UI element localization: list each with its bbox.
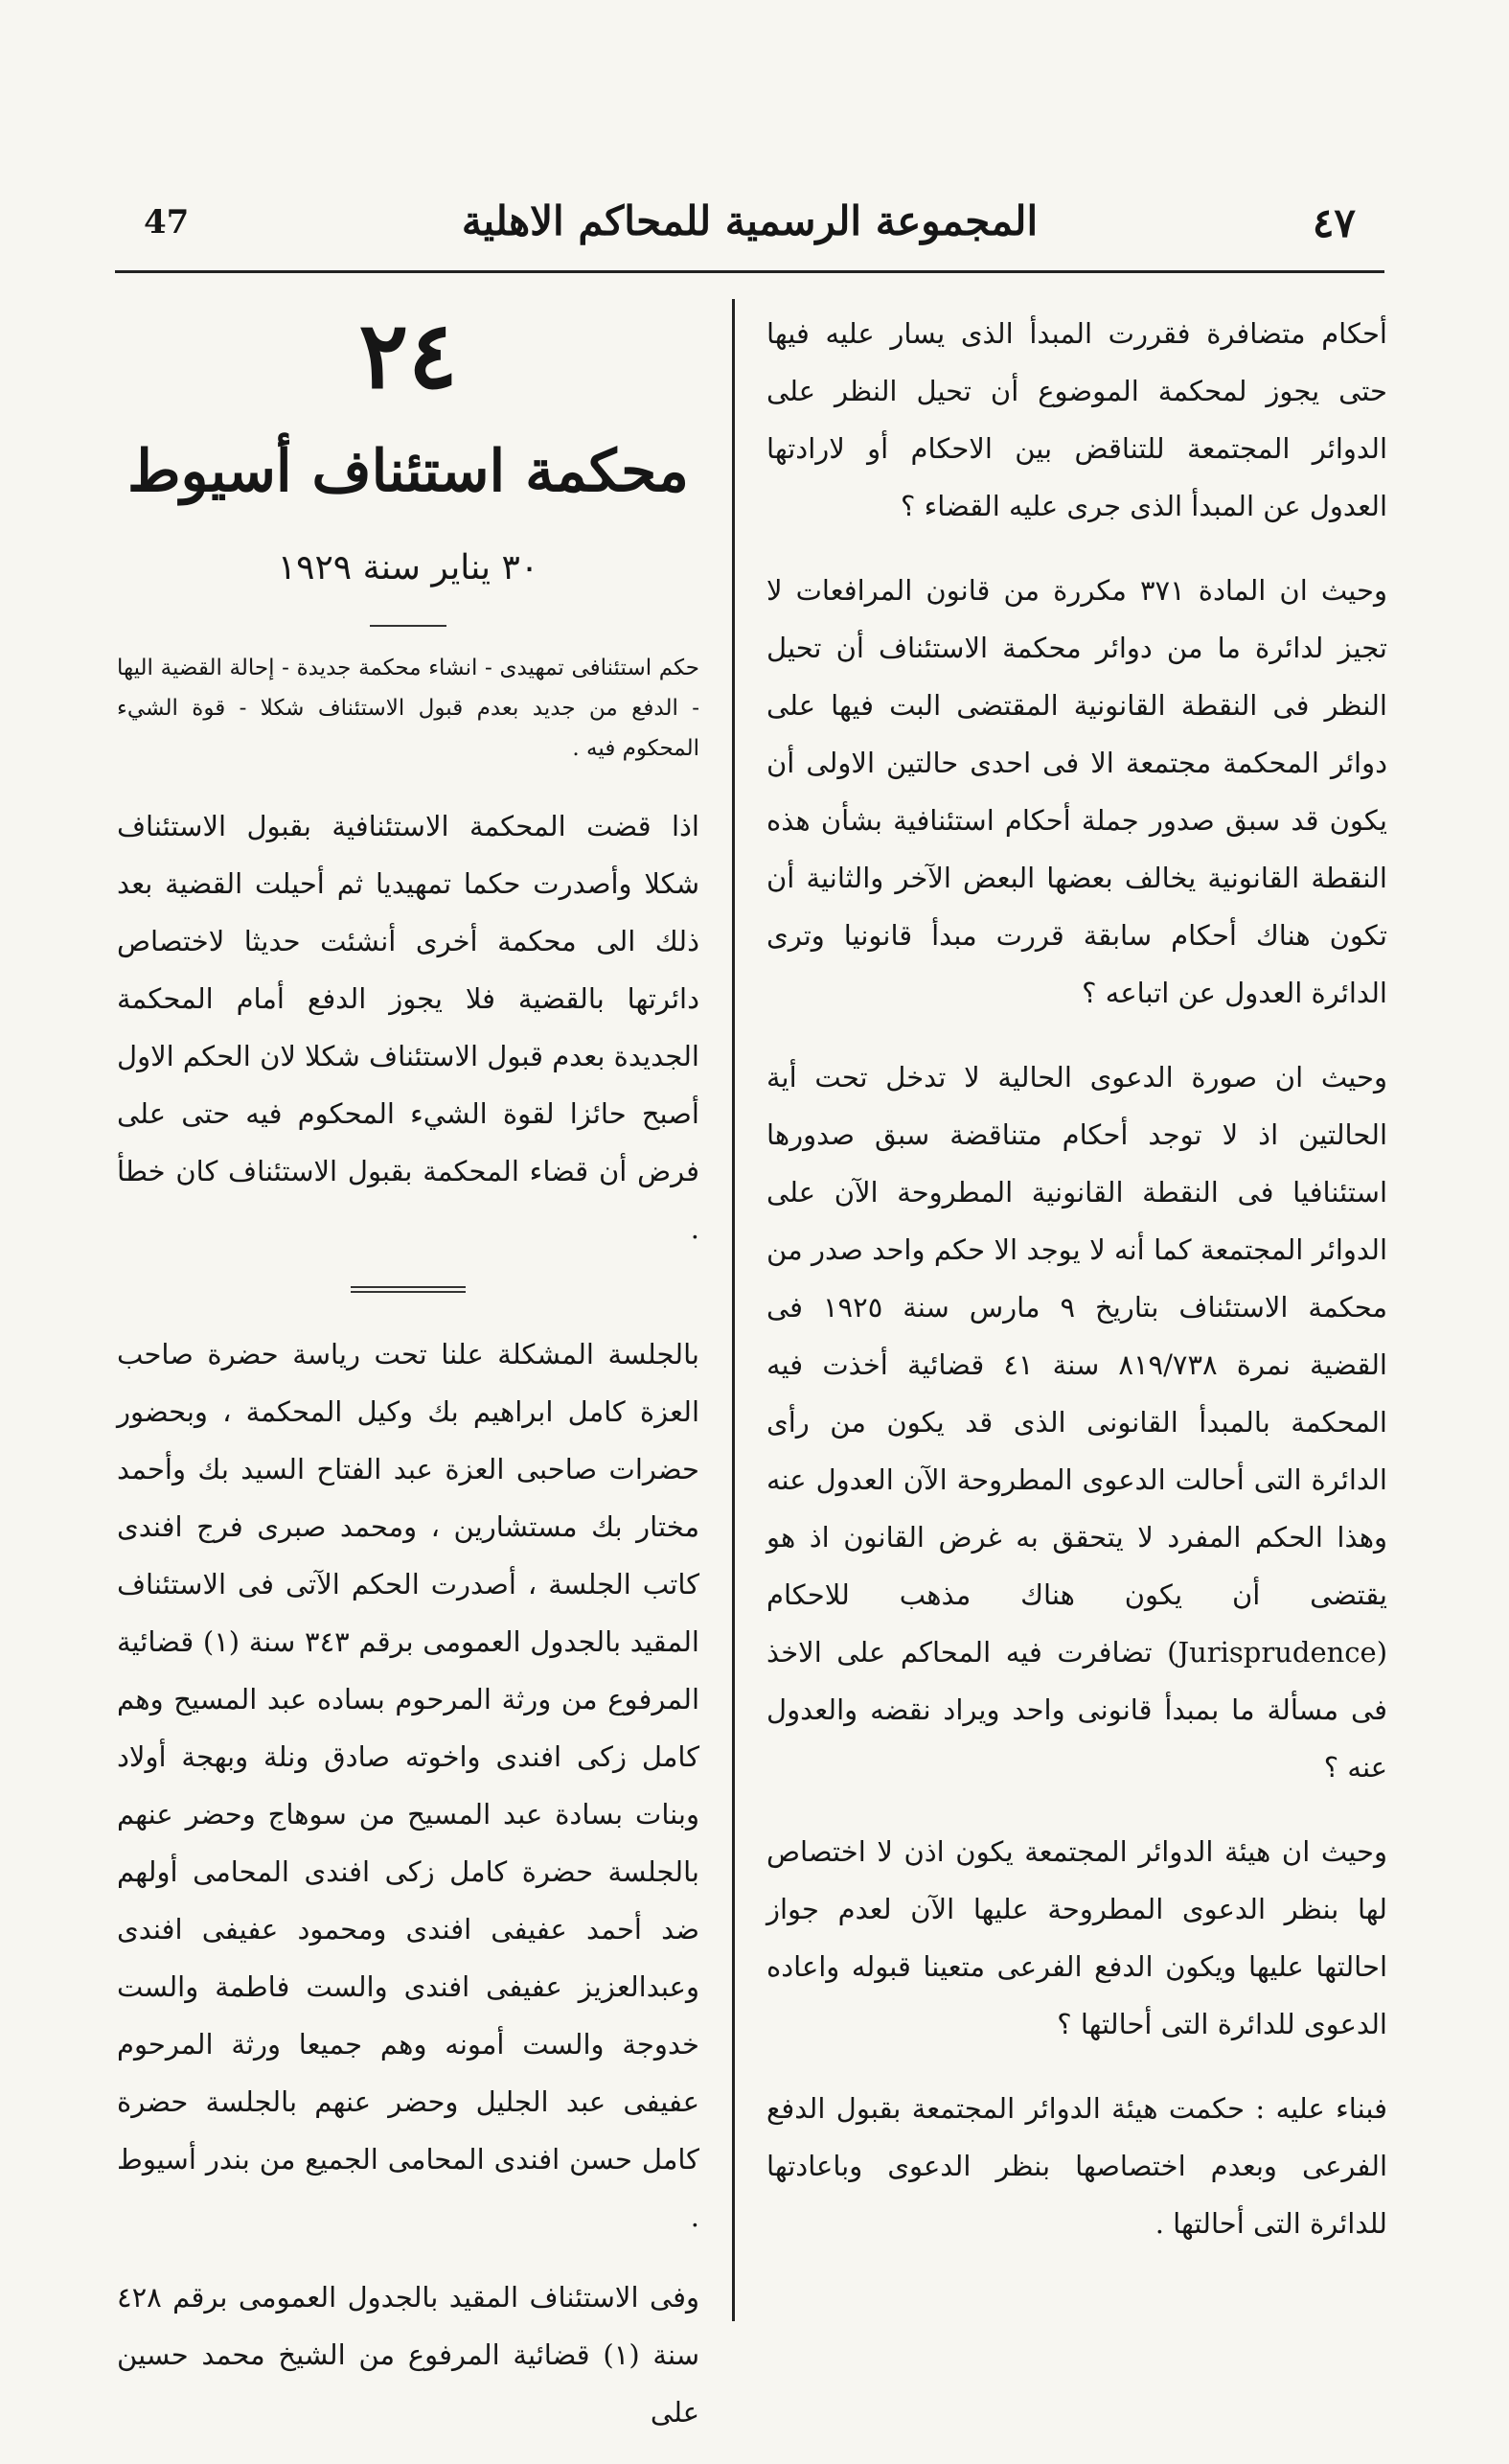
paragraph [766, 1048, 1387, 1796]
appeal-paragraph: وفى الاستئناف المقيد بالجدول العمومى برقم ٤٢٨ سنة (١) قضائية المرفوع من الشيخ محمد حسين على [117, 2281, 700, 2429]
page-number-arabic: ٤٧ [1312, 199, 1356, 246]
legal-principle: اذا قضت المحكمة الاستئنافية بقبول الاستئناف شكلا وأصدرت حكما تمهيديا ثم أحيلت القضية بعد ذلك الى محكمة أخرى أنشئت حديثا لاختصاص دائرتها بالقضية فلا يجوز الدفع أمام المحكمة الجديدة بعدم قبول الاستئناف شكلا لان الحكم الاول أصبح حائزا لقوة الشيء المحكوم فيه حتى على فرض أن قضاء المحكمة بقبول الاستئناف كان خطأ . [117, 810, 699, 1245]
session-paragraph: بالجلسة المشكلة علنا تحت رياسة حضرة صاحب العزة كامل ابراهيم بك وكيل المحكمة ، وبحضور حضرات صاحبى العزة عبد الفتاح السيد بك وأحمد مختار بك مستشارين ، ومحمد صبرى فرج افندى كاتب الجلسة ، أصدرت الحكم الآتى فى الاستئناف المقيد بالجدول العمومى برقم ٣٤٣ سنة (١) قضائية المرفوع من ورثة المرحوم بساده عبد المسيح وهم كامل زكى افندى واخوته صادق ونلة وبهجة أولاد وبنات بسادة عبد المسيح من سوهاج وحضر عنهم بالجلسة حضرة كامل زكى افندى المحامى أولهم ضد أحمد عفيفى افندى ومحمود عفيفى افندى وعبدالعزيز عفيفى افندى والست فاطمة والست خدوجة والست أمونه وهم جميعا ورثة المرحوم عفيفى عبد الجليل وحضر عنهم بالجلسة حضرة كامل حسن افندى المحامى الجميع من بندر أسيوط . [117, 1338, 699, 2233]
paragraph: وحيث ان المادة ٣٧١ مكررة من قانون المرافعات لا تجيز لدائرة ما من دوائر محكمة الاستئناف أن تحيل النظر فى النقطة القانونية المقتضى البت فيها على دوائر المحكمة مجتمعة الا فى احدى حالتين الاولى أن يكون قد سبق صدور جملة أحكام استئنافية بشأن هذه النقطة القانونية يخالف بعضها البعض الآخر والثانية أن تكون هناك أحكام سابقة قررت مبدأ قانونيا وترى الدائرة العدول عن اتباعه ؟ [766, 574, 1387, 1009]
paragraph-text: وحيث ان صورة الدعوى الحالية لا تدخل تحت أية الحالتين اذ لا توجد أحكام متناقضة سبق صدورها استئنافيا فى النقطة القانونية المطروحة الآن على الدوائر المجتمعة كما أنه لا يوجد الا حكم واحد صدر من محكمة الاستئناف بتاريخ ٩ مارس سنة ١٩٢٥ فى القضية نمرة ٨١٩/٧٣٨ سنة ٤١ قضائية أخذت فيه المحكمة بالمبدأ القانونى الذى قد يكون من رأى الدائرة التى أحالت الدعوى المطروحة الآن العدول عنه وهذا الحكم المفرد لا يتحقق به غرض القانون اذ هو يقتضى أن يكون هناك مذهب للاحكام [766, 1061, 1387, 1611]
running-title: المجموعة الرسمية للمحاكم الاهلية [461, 197, 1039, 244]
separator-rule [351, 1286, 466, 1293]
column-divider [732, 299, 735, 2321]
paragraph: وحيث ان هيئة الدوائر المجتمعة يكون اذن لا اختصاص لها بنظر الدعوى المطروحة عليها الآن لعدم جواز احالتها عليها ويكون الدفع الفرعى متعينا قبوله واعاده الدعوى للدائرة التى أحالتها ؟ [766, 1835, 1387, 2040]
page-header [115, 190, 1384, 266]
case-summary: حكم استئنافى تمهيدى - انشاء محكمة جديدة - إحالة القضية اليها - الدفع من جديد بعدم قبول الاستئناف شكلا - قوة الشيء المحكوم فيه . [117, 656, 699, 761]
paragraph: فبناء عليه : حكمت هيئة الدوائر المجتمعة بقبول الدفع الفرعى وبعدم اختصاصها بنظر الدعوى وباعادتها للدائرة التى أحالتها . [766, 2092, 1387, 2240]
paragraph: أحكام متضافرة فقررت المبدأ الذى يسار عليه فيها حتى يجوز لمحكمة الموضوع أن تحيل النظر على الدوائر المجتمعة للتناقض بين الاحكام أو لارادتها العدول عن المبدأ الذى جرى عليه القضاء ؟ [766, 317, 1387, 522]
short-rule [370, 625, 446, 627]
left-column [117, 303, 699, 2464]
case-number: ٢٤ [358, 301, 458, 409]
case-date: ٣٠ يناير سنة ١٩٢٩ [277, 548, 539, 587]
court-name: محكمة استئناف أسيوط [127, 438, 689, 505]
header-rule [115, 270, 1384, 273]
right-column [766, 305, 1387, 2275]
page-number-latin: 47 [144, 203, 190, 242]
latin-term: (Jurisprudence) [1167, 1636, 1388, 1669]
paragraph-text: تضافرت فيه المحاكم على الاخذ فى مسألة ما بمبدأ قانونى واحد ويراد نقضه والعدول عنه ؟ [766, 1636, 1387, 1784]
